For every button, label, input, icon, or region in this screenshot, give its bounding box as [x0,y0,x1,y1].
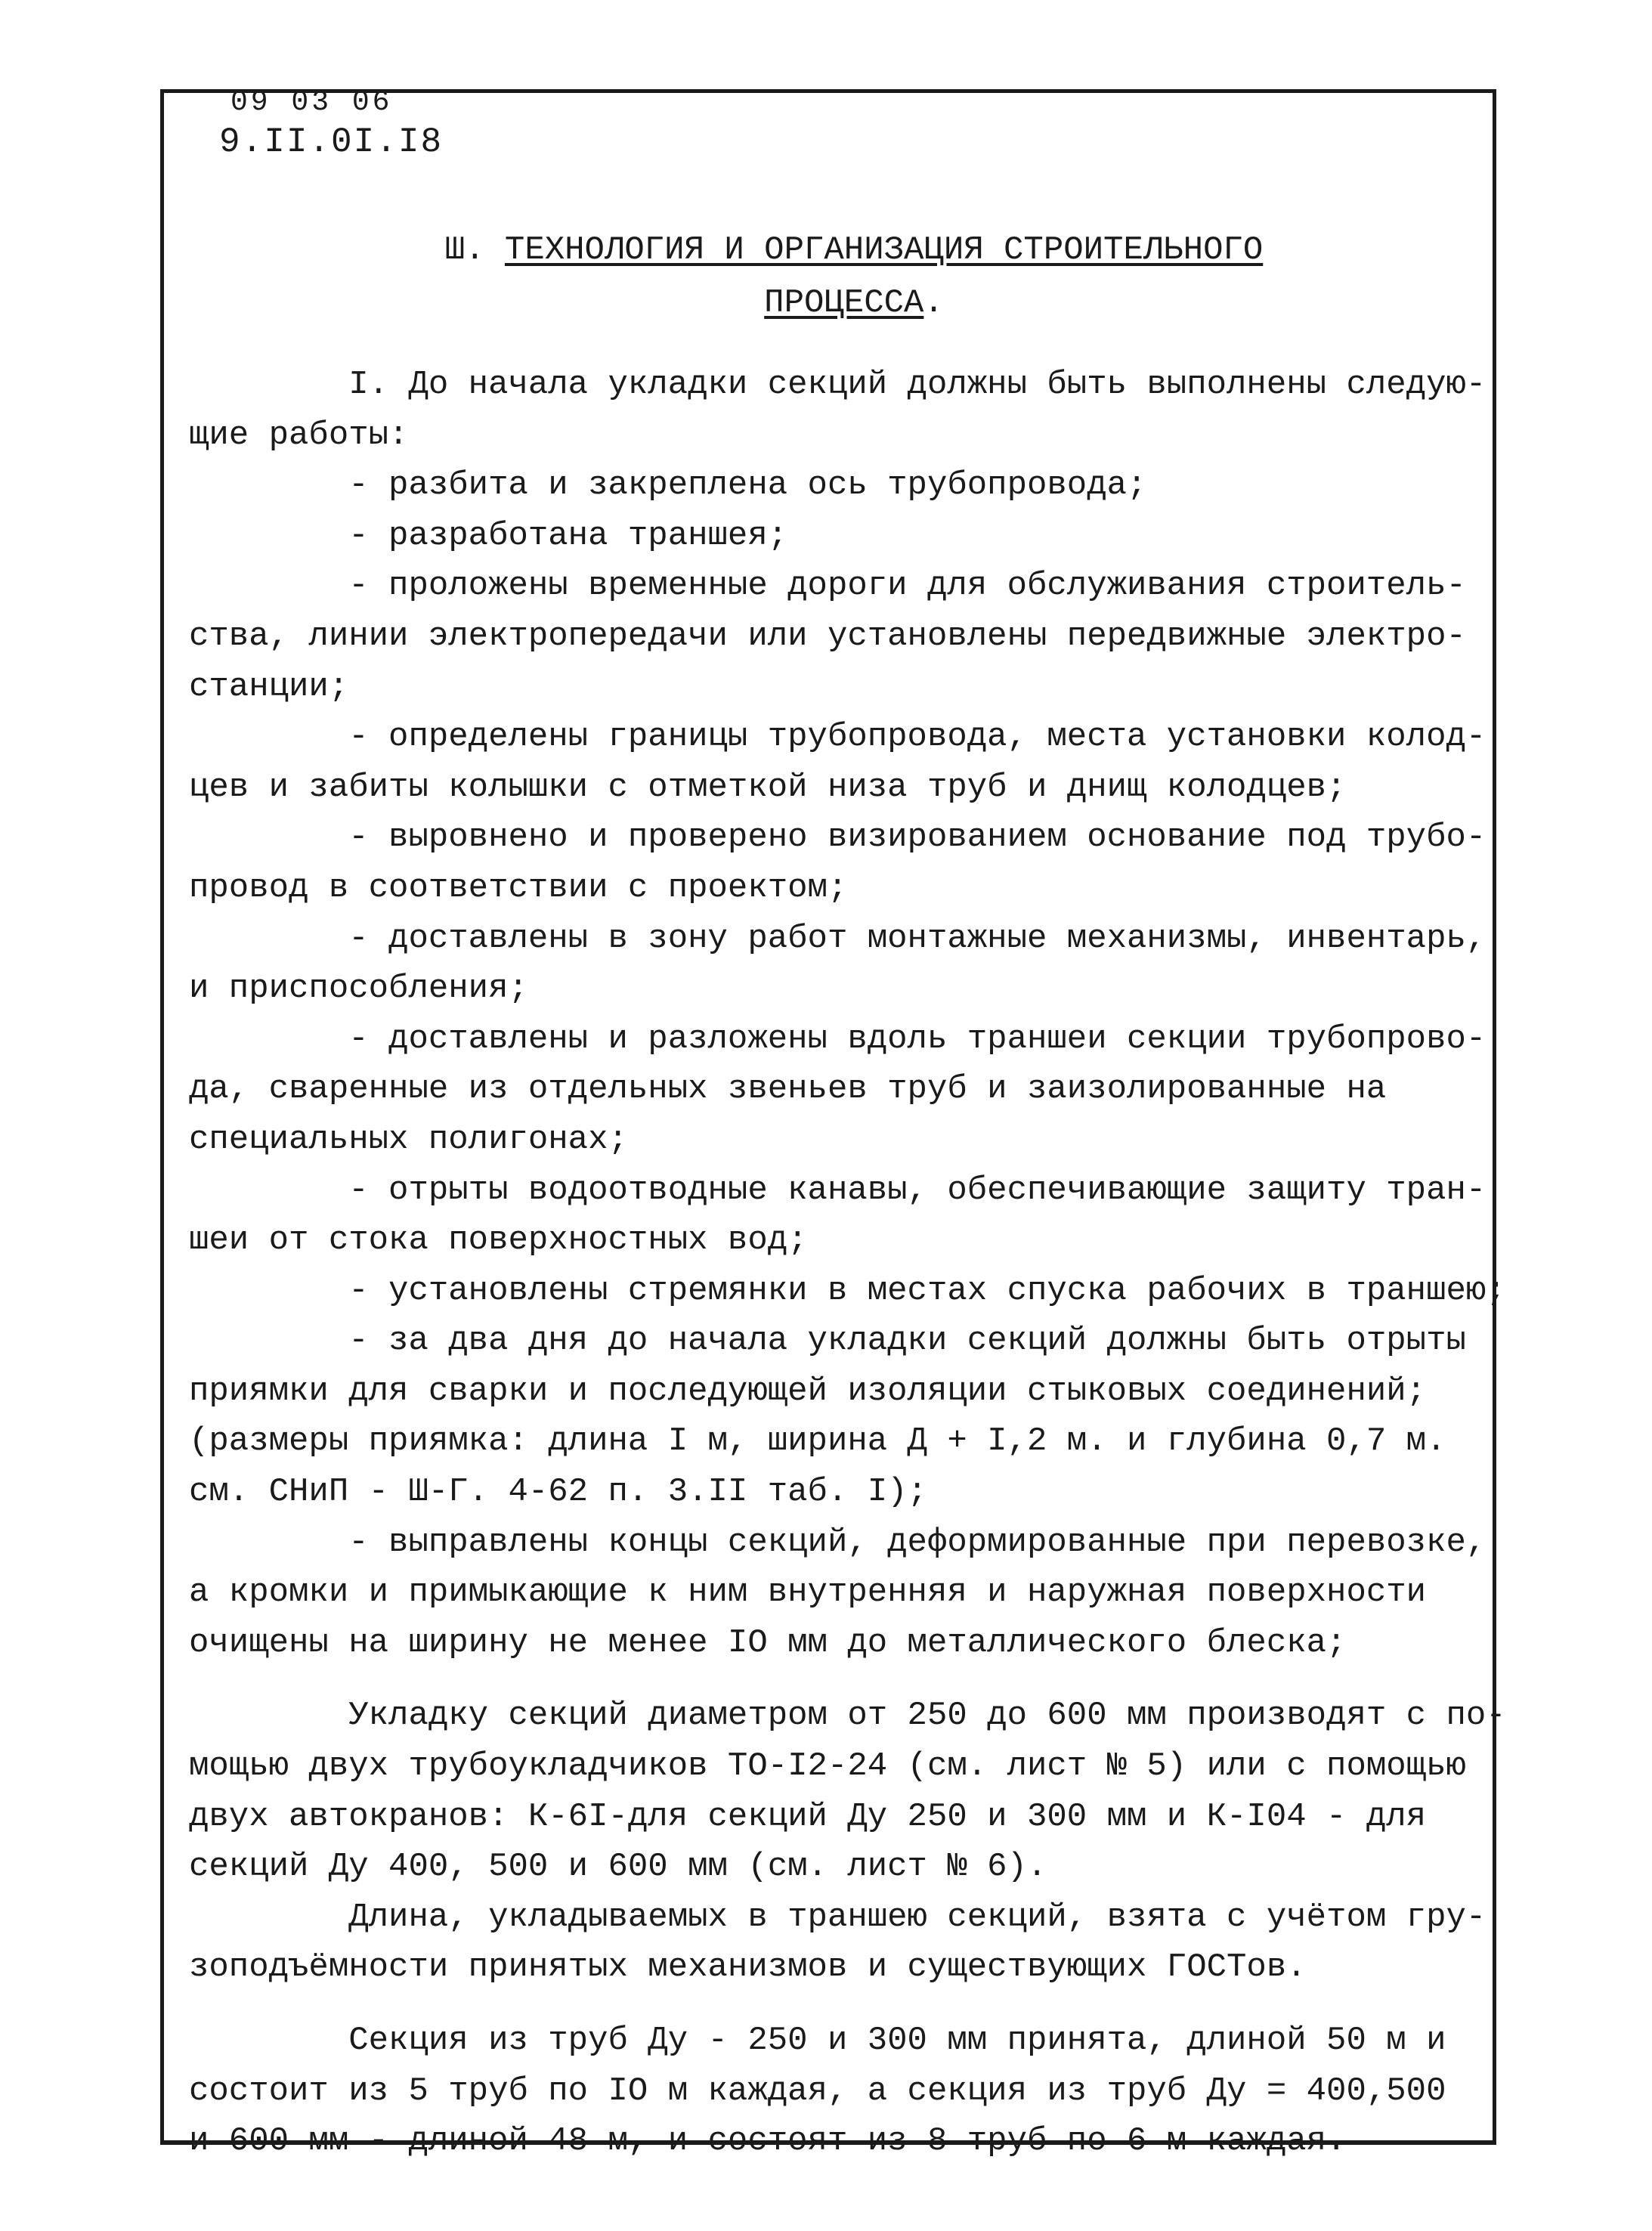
text-line: и приспособления; [189,970,528,1008]
text-line: шеи от стока поверхностных вод; [189,1221,808,1260]
text-line: а кромки и примыкающие к ним внутренняя и наружная поверхности [189,1573,1427,1612]
text-line: очищены на ширину не менее IO мм до металлического блеска; [189,1623,1347,1662]
page-code: 09 03 06 [230,86,393,119]
section-title [438,224,1270,330]
text-line: - отрыты водоотводные канавы, обеспечивающие защиту тран- [189,1171,1486,1209]
text-line: Секция из труб Ду - 250 и 300 мм принята, длиной 50 м и [189,2022,1446,2059]
text-line: - выровнено и проверено визированием основание под трубо- [189,818,1486,857]
text-line: ства, линии электропередачи или установлены передвижные электро- [189,617,1466,655]
text-line: Укладку секций диаметром от 250 до 600 мм производят с по- [189,1697,1506,1735]
section-title-text-1: ТЕХНОЛОГИЯ И ОРГАНИЗАЦИЯ СТРОИТЕЛЬНОГО [504,231,1264,269]
text-line: - доставлены в зону работ монтажные механизмы, инвентарь, [189,919,1486,958]
text-line: состоит из 5 труб по IO м каждая, а секция из труб Ду = 400,500 [189,2072,1446,2110]
text-line: щие работы: [189,416,409,454]
text-line: станции; [189,667,349,706]
text-line: - определены границы трубопровода, места установки колод- [189,718,1486,757]
text-line: - разработана траншея; [189,516,788,555]
text-line: см. СНиП - Ш-Г. 4-62 п. 3.II таб. I); [189,1473,927,1512]
text-line: - выправлены концы секций, деформированные при перевозке, [189,1523,1486,1561]
text-line: цев и забиты колышки с отметкой низа труб и днищ колодцев; [189,768,1347,806]
text-line: да, сваренные из отдельных звеньев труб и заизолированные на [189,1070,1387,1109]
section-title-line-1 [438,224,1270,277]
text-line: провод в соответствии с проектом; [189,868,848,907]
paragraph-gap [189,1668,1489,1691]
text-line: мощью двух трубоукладчиков ТО-I2-24 (см. лист № 5) или с помощью [189,1747,1466,1786]
paragraph-gap [189,1993,1489,2016]
text-line: секций Ду 400, 500 и 600 мм (см. лист № 6). [189,1848,1047,1886]
text-line: - за два дня до начала укладки секций должны быть отрыты [189,1322,1466,1360]
text-line: I. До начала укладки секций должны быть выполнены следую- [189,366,1486,404]
text-line: зоподъёмности принятых механизмов и существующих ГОСТов. [189,1948,1307,1987]
text-line: - проложены временные дороги для обслуживания строитель- [189,567,1466,605]
text-line: - установлены стремянки в местах спуска рабочих в траншею; [189,1271,1506,1310]
document-body [189,360,1506,2167]
text-line: приямки для сварки и последующей изоляции стыковых соединений; [189,1372,1427,1410]
text-line: (размеры приямка: длина I м, ширина Д + I,2 м. и глубина 0,7 м. [189,1422,1446,1461]
text-line: - разбита и закреплена ось трубопровода; [189,466,1147,505]
section-title-line-2 [438,277,1270,330]
section-title-text-2: ПРОЦЕССА [764,284,924,322]
title-period: . [923,284,944,322]
section-number: Ш. [444,231,485,269]
text-line: двух автокранов: К-6I-для секций Ду 250 и 300 мм и К-I04 - для [189,1797,1427,1836]
text-line: Длина, укладываемых в траншею секций, взята с учётом гру- [189,1898,1486,1936]
text-line: и 600 мм - длиной 48 м, и состоят из 8 труб по 6 м каждая. [189,2122,1347,2161]
text-line: - доставлены и разложены вдоль траншеи секции трубопрово- [189,1020,1486,1058]
text-line: специальных полигонах; [189,1120,628,1159]
sheet-code: 9.II.0I.I8 [219,122,444,162]
